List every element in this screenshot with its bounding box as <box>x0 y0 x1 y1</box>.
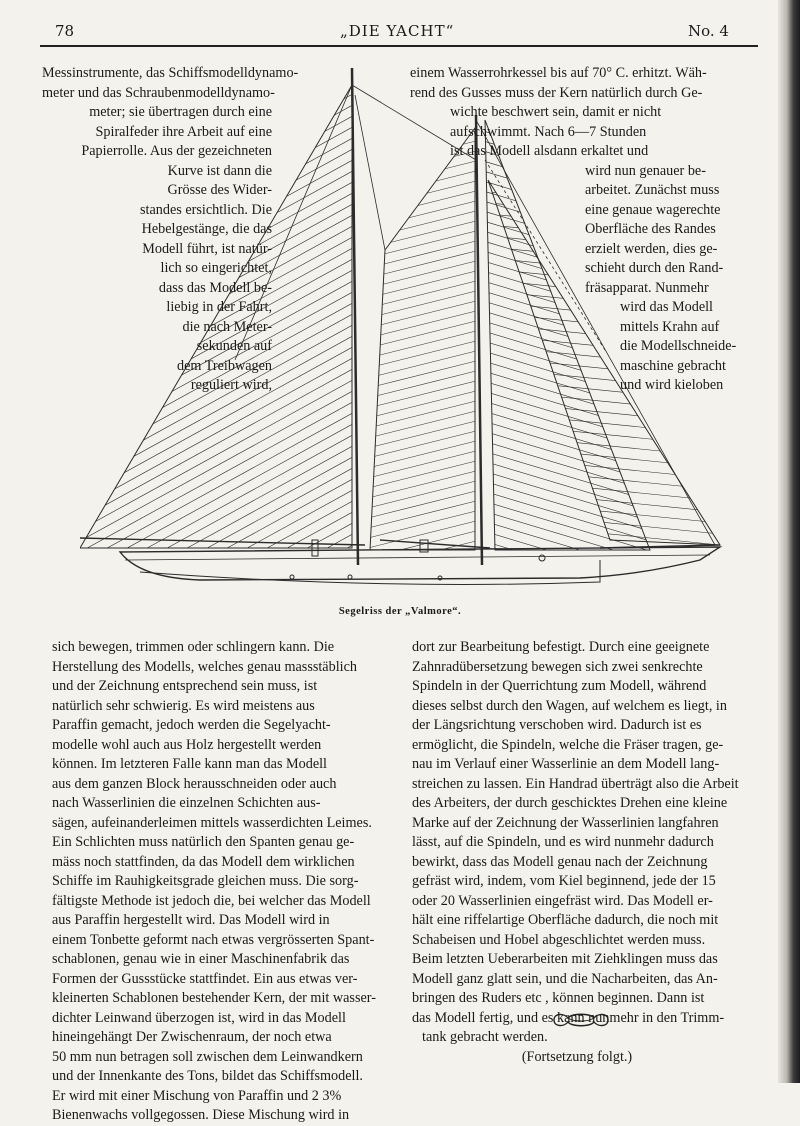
text-line: ist das Modell alsdann erkaltet und <box>450 143 649 159</box>
issue-number: No. 4 <box>688 22 729 40</box>
text-line: Herstellung des Modells, welches genau massstäblich <box>52 658 357 675</box>
text-line: rend des Gusses muss der Kern natürlich durch Ge- <box>410 84 703 101</box>
text-line: bewirkt, dass das Modell genau nach der Zeichnung <box>412 853 708 870</box>
text-line: Er wird mit einer Mischung von Paraffin und 2 3% <box>52 1087 342 1104</box>
text-line: Paraffin gemacht, jedoch werden die Segelyacht- <box>52 717 331 733</box>
text-line: maschine gebracht <box>620 357 726 374</box>
text-line: arbeitet. Zunächst muss <box>585 182 720 198</box>
text-line: oder 20 Wasserlinien eingefräst wird. Das Modell er- <box>412 892 713 909</box>
text-line: dort zur Bearbeitung befestigt. Durch eine geeignete <box>412 639 710 655</box>
figure-caption: Segelriss der „Valmore“. <box>338 606 462 617</box>
text-line: hält eine riffelartige Oberfläche dadurch, die noch mit <box>412 912 719 928</box>
text-line: nau im Verlauf einer Wasserlinie an dem Modell lang- <box>412 756 720 772</box>
text-line: und der Innenkante des Tons, bildet das Schiffsmodell. <box>52 1068 363 1084</box>
text-line: Schabeisen und Hobel abgeschlichtet werden muss. <box>412 931 706 948</box>
page-number: 78 <box>55 22 75 40</box>
text-line: Spindeln in der Querrichtung zum Modell, während <box>412 678 707 694</box>
text-line: sekunden auf <box>196 338 272 354</box>
text-line: Messinstrumente, das Schiffsmodelldynamo- <box>42 65 299 81</box>
running-title: „DIE YACHT“ <box>340 22 455 40</box>
text-line: und der Zeichnung entsprechend sein muss, ist <box>52 678 318 694</box>
text-line: Spiralfeder ihre Arbeit auf eine <box>95 123 272 140</box>
text-line: aus Paraffin hergestellt wird. Das Modell wird in <box>52 912 330 928</box>
text-line: gefräst wird, indem, vom Kiel beginnend, jede der 15 <box>412 873 716 889</box>
bottom-left-column <box>52 638 386 1126</box>
text-line: Kurve ist dann die <box>167 162 272 179</box>
text-line: ermöglicht, die Spindeln, welche die Fräser tragen, ge- <box>412 736 724 753</box>
text-line: die Modellschneide- <box>620 338 737 354</box>
text-line: aus dem ganzen Block herausschneiden oder auch <box>52 775 337 792</box>
text-line: der Längsrichtung verschoben wird. Dadurch ist es <box>412 717 702 733</box>
text-line: liebig in der Fahrt, <box>166 299 272 315</box>
text-line: meter; sie übertragen durch eine <box>89 104 272 120</box>
text-line: Ein Schlichten muss natürlich den Spanten genau ge- <box>52 834 355 850</box>
text-line: meter und das Schraubenmodelldynamo- <box>42 84 275 101</box>
top-right-text <box>410 64 740 396</box>
text-line: 50 mm nun betragen soll zwischen dem Leinwandkern <box>52 1048 363 1065</box>
text-line: lässt, auf die Spindeln, und es wird nunmehr dadurch <box>412 834 714 850</box>
text-line: wichte beschwert sein, damit er nicht <box>450 104 662 120</box>
text-line: dichter Leinwand überzogen ist, wird in das Modell <box>52 1009 346 1026</box>
text-line: Modell ganz glatt sein, und die Nacharbeiten, das An- <box>412 970 718 987</box>
text-line: mittels Krahn auf <box>620 318 720 335</box>
text-line: eine genaue wagerechte <box>585 201 721 218</box>
text-line: fräsapparat. Nunmehr <box>585 279 709 296</box>
text-line: dass das Modell be- <box>158 279 272 296</box>
text-line: das Modell fertig, und es kann nunmehr in den Trimm- <box>412 1009 725 1026</box>
page-header <box>0 20 800 44</box>
text-line: hineingehängt Der Zwischenraum, der noch etwa <box>52 1029 332 1045</box>
text-line: Zahnradübersetzung bewegen sich zwei senkrechte <box>412 658 703 675</box>
text-line: Grösse des Wider- <box>167 182 272 198</box>
text-line: einem Wasserrohrkessel bis auf 70° C. erhitzt. Wäh- <box>410 65 707 81</box>
text-line: Oberfläche des Randes <box>585 221 716 237</box>
text-line: wird das Modell <box>620 299 713 315</box>
text-line: standes ersichtlich. Die <box>140 201 272 218</box>
text-line: des Arbeiters, der durch geschicktes Drehen eine kleine <box>412 795 728 811</box>
text-line: mäss noch stattfinden, da das Modell dem wirklichen <box>52 853 355 870</box>
text-line: sich bewegen, trimmen oder schlingern kann. Die <box>52 639 335 655</box>
text-line: aufschwimmt. Nach 6—7 Stunden <box>450 123 647 140</box>
text-line: Modell führt, ist natür- <box>142 240 272 257</box>
text-line: Beim letzten Ueberarbeiten mit Ziehklingen muss das <box>412 951 718 967</box>
text-line: Marke auf der Zeichnung der Wasserlinien langfahren <box>412 814 719 831</box>
text-line: erzielt werden, dies ge- <box>585 240 718 257</box>
text-line: schablonen, genau wie in einer Maschinenfabrik das <box>52 951 350 967</box>
text-line: bringen des Ruders etc , können beginnen. Dann ist <box>412 990 705 1006</box>
end-ornament-icon <box>550 1010 612 1030</box>
text-line: die nach Meter- <box>182 318 272 335</box>
text-line: Hebelgestänge, die das <box>141 221 272 237</box>
text-line: dem Treibwagen <box>177 357 272 374</box>
text-line: (Fortsetzung folgt.) <box>521 1048 633 1065</box>
text-line: Bienenwachs vollgegossen. Diese Mischung wird in <box>52 1107 350 1123</box>
page-edge-shadow <box>778 0 800 1083</box>
header-rule <box>40 45 758 47</box>
text-line: Schiffe im Rauhigkeitsgrade gleichen muss. Die sorg- <box>52 873 359 889</box>
text-line: reguliert wird, <box>190 377 272 393</box>
text-line: können. Im letzteren Falle kann man das Modell <box>52 756 328 772</box>
text-line: Papierrolle. Aus der gezeichneten <box>81 143 272 159</box>
text-line: schieht durch den Rand- <box>585 260 724 276</box>
text-line: Formen der Gussstücke stattfindet. Ein aus etwas ver- <box>52 970 358 987</box>
text-line: und wird kieloben <box>620 377 724 393</box>
text-line: lich so eingerichtet, <box>160 260 272 276</box>
text-line: dieses selbst durch den Wagen, auf welchem es liegt, in <box>412 697 727 714</box>
text-line: wird nun genauer be- <box>585 162 706 179</box>
text-line: modelle wohl auch aus Holz hergestellt werden <box>52 736 322 753</box>
text-line: einem Tonbette geformt nach etwas vergrösserten Spant- <box>52 931 375 948</box>
text-line: streichen zu lassen. Ein Handrad überträgt also die Arbeit <box>412 775 739 792</box>
text-line: sägen, aufeinanderleimen mittels wasserdichten Leimes. <box>52 814 372 831</box>
text-line: kleinerten Schablonen bestehender Kern, der mit wasser- <box>52 990 376 1006</box>
top-left-text <box>42 64 299 396</box>
bottom-right-column <box>412 638 742 1067</box>
text-line: natürlich sehr schwierig. Es wird meistens aus <box>52 697 315 714</box>
text-line: fältigste Methode ist jedoch die, bei welcher das Modell <box>52 892 371 909</box>
text-line: tank gebracht werden. <box>422 1029 548 1045</box>
text-line: nach Wasserlinien die einzelnen Schichten aus- <box>52 795 321 811</box>
